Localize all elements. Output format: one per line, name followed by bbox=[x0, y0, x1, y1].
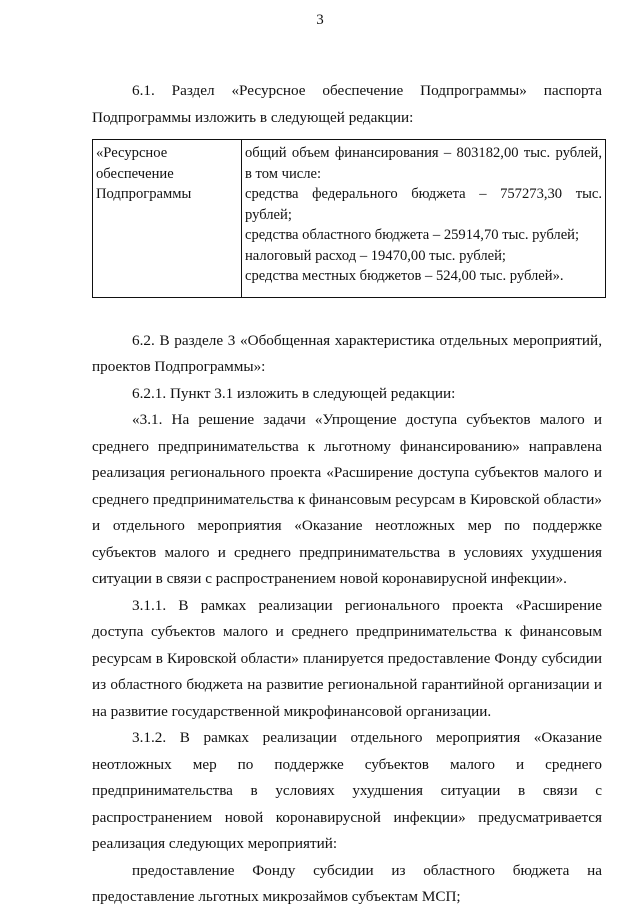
section-6-2-heading: 6.2. В разделе 3 «Обобщенная характеристика отдельных мероприятий, проектов Подпрограммы»: bbox=[92, 331, 602, 375]
resource-table bbox=[92, 139, 606, 298]
section-6-1-intro: 6.1. Раздел «Ресурсное обеспечение Подпрограммы» паспорта Подпрограммы изложить в следующей редакции: bbox=[92, 82, 602, 126]
paragraph-3-1-1: 3.1.1. В рамках реализации регионального проекта «Расширение доступа субъектов малого и среднего предпринимательства к финансовым ресурсам в Кировской области» планируется предоставление Фонду субсидии из областного бюджета на развитие региональной гарантийной организации и на развитие государственной микрофинансовой организации. bbox=[92, 596, 602, 720]
document-body bbox=[92, 78, 602, 911]
page-number: 3 bbox=[316, 12, 324, 28]
table-value-cell bbox=[242, 140, 606, 298]
table-line-total: общий объем финансирования – 803182,00 тыс. рублей, в том числе: bbox=[245, 145, 602, 182]
paragraph-3-1-2: 3.1.2. В рамках реализации отдельного мероприятия «Оказание неотложных мер по поддержке субъектов малого и среднего предпринимательства в условиях ухудшения ситуации в связи с распространением новой коронавирусной инфекции» предусматривается реализация следующих мероприятий: bbox=[92, 729, 602, 852]
paragraph-3-1: «3.1. На решение задачи «Упрощение доступа субъектов малого и среднего предпринимательства к льготному финансированию» направлена реализация регионального проекта «Расширение доступа субъектов малого и среднего предпринимательства к финансовым ресурсам в Кировской области» и отдельного мероприятия «Оказание неотложных мер по поддержке субъектов малого и среднего предпринимательства в условиях ухудшения ситуации в связи с распространением новой коронавирусной инфекции». bbox=[92, 411, 602, 587]
table-line-local: средства местных бюджетов – 524,00 тыс. рублей». bbox=[245, 268, 564, 284]
table-line-tax: налоговый расход – 19470,00 тыс. рублей; bbox=[245, 247, 506, 264]
table-label-cell: «Ресурсное обеспечение Подпрограммы bbox=[93, 140, 242, 298]
section-6-2-1-heading: 6.2.1. Пункт 3.1 изложить в следующей редакции: bbox=[132, 384, 456, 402]
table-row bbox=[93, 140, 606, 298]
table-line-federal: средства федерального бюджета – 757273,30 тыс. рублей; bbox=[245, 186, 602, 223]
table-line-regional: средства областного бюджета – 25914,70 тыс. рублей; bbox=[245, 227, 580, 243]
paragraph-subsidy-microloans: предоставление Фонду субсидии из областного бюджета на предоставление льготных микрозаймов субъектам МСП; bbox=[92, 861, 602, 905]
